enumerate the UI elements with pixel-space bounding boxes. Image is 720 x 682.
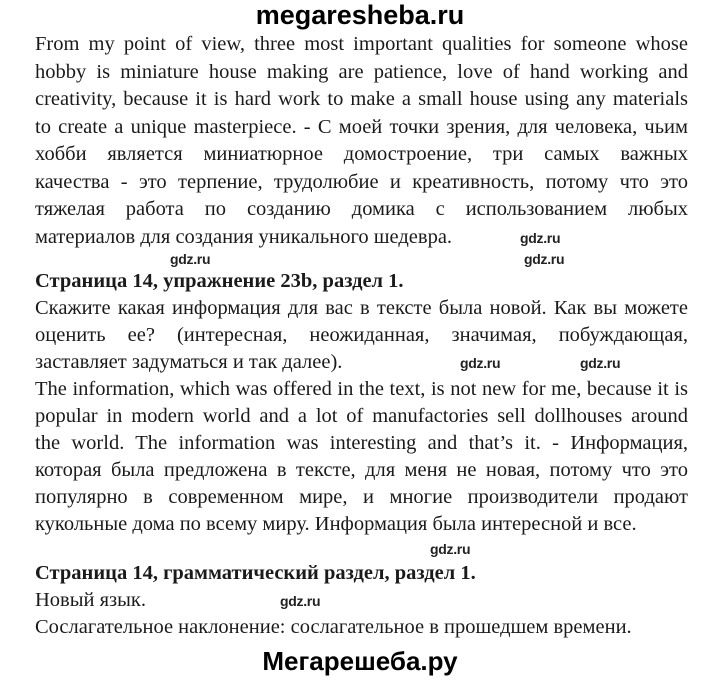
site-header: megaresheba.ru [255,0,465,30]
text-line: hobby is miniature house making are patience, love of hand working and [35,61,688,83]
watermark: gdz.ru [170,251,211,267]
watermark: gdz.ru [280,593,321,609]
text-line: creativity, because it is hard work to make a small house using any materials [35,88,688,110]
text-line: to create a unique masterpiece. - С моей точки зрения, для человека, чьим [35,116,688,138]
text-line: кукольные дома по всему миру. Информация была интересной и все. [35,513,637,535]
watermark: gdz.ru [520,230,561,246]
text-line: хобби является миниатюрное домостроение, три самых важных [35,143,688,165]
text-line: качества - это терпение, трудолюбие и креативность, потому что это [35,171,688,193]
text-line: заставляет задуматься и так далее). [35,351,343,373]
text-line: Скажите какая информация для вас в тексте была новой. Как вы можете [35,297,688,319]
text-line: Сослагательное наклонение: сослагательное в прошедшем времени. [35,616,632,638]
watermark: gdz.ru [524,251,565,267]
watermark: gdz.ru [430,541,471,557]
text-line: Новый язык. [35,589,146,611]
text-line: From my point of view, three most important qualities for someone whose [35,33,688,55]
section-heading: Страница 14, грамматический раздел, раздел 1. [35,562,476,584]
text-line: оценить ее? (интересная, неожиданная, значимая, побуждающая, [35,324,688,346]
watermark: gdz.ru [460,355,501,371]
text-line: popular in modern world and a lot of manufactories sell dollhouses around [35,405,688,427]
section-heading: Страница 14, упражнение 23b, раздел 1. [35,270,404,292]
text-line: The information, which was offered in the text, is not new for me, because it is [35,378,688,400]
text-line: the world. The information was interesting and that’s it. - Информация, [35,432,688,454]
text-line: популярно в современном мире, и многие производители продают [35,486,688,508]
text-line: тяжелая работа по созданию домика с использованием любых [35,198,688,220]
text-line: материалов для создания уникального шедевра. [35,226,453,248]
text-line: которая была предложена в тексте, для меня не новая, потому что это [35,459,688,481]
watermark: gdz.ru [580,355,621,371]
site-footer: Мегарешеба.ру [262,646,458,676]
